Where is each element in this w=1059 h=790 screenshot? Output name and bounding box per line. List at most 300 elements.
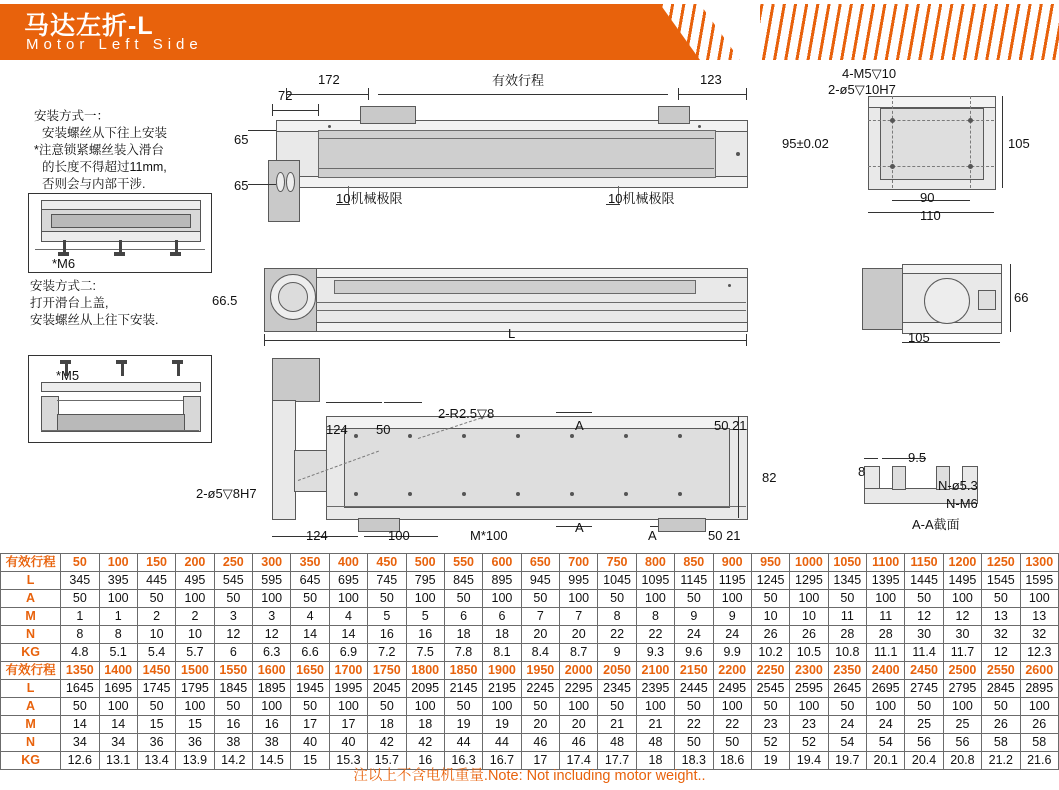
table-cell: 17 (329, 716, 367, 734)
table-cell: 2345 (598, 680, 636, 698)
install-method-2-note (30, 278, 158, 329)
table-row (1, 734, 1059, 752)
dim-8: 8 (858, 464, 866, 479)
table-cell: 2100 (636, 662, 674, 680)
install2-title: 安装方式二: (30, 279, 96, 293)
table-cell: 12.6 (61, 752, 99, 770)
table-cell: 2500 (943, 662, 981, 680)
install1-title: 安装方式一： (34, 109, 110, 123)
table-cell: 995 (560, 572, 598, 590)
table-cell: 1500 (176, 662, 214, 680)
table-cell: 22 (598, 626, 636, 644)
table-cell: 1900 (483, 662, 521, 680)
table-cell: 13.1 (99, 752, 137, 770)
table-cell: 25 (905, 716, 943, 734)
table-cell: 50 (751, 698, 789, 716)
table-cell: 100 (560, 590, 598, 608)
table-cell: 2250 (751, 662, 789, 680)
table-cell: 50 (291, 590, 329, 608)
dim-50-21-b: 50 21 (708, 528, 741, 543)
table-cell: 1400 (99, 662, 137, 680)
table-cell: 1450 (137, 662, 175, 680)
table-cell: 3 (253, 608, 291, 626)
table-cell: 21.6 (1020, 752, 1058, 770)
table-row-label: A (1, 590, 61, 608)
dim-123: 123 (700, 72, 722, 87)
table-cell: 20 (560, 626, 598, 644)
table-cell: 2400 (867, 662, 905, 680)
table-cell: 38 (253, 734, 291, 752)
table-cell: 25 (943, 716, 981, 734)
table-cell: 1095 (636, 572, 674, 590)
table-cell: 100 (99, 554, 137, 572)
dim-124-b: 124 (306, 528, 328, 543)
table-cell: 350 (291, 554, 329, 572)
table-cell: 13.4 (137, 752, 175, 770)
table-cell: 22 (675, 716, 713, 734)
table-cell: 1245 (751, 572, 789, 590)
table-cell: 8 (99, 626, 137, 644)
table-cell: 2845 (982, 680, 1020, 698)
table-cell: 50 (444, 698, 482, 716)
table-cell: 50 (368, 698, 406, 716)
dim-90: 90 (920, 190, 935, 205)
table-cell: 2545 (751, 680, 789, 698)
table-cell: 2745 (905, 680, 943, 698)
table-cell: 8.7 (560, 644, 598, 662)
dim-95: 95±0.02 (782, 136, 829, 151)
table-cell: 5.4 (137, 644, 175, 662)
section-mark-A-top: A (575, 418, 584, 433)
table-cell: 40 (291, 734, 329, 752)
table-cell: 13 (982, 608, 1020, 626)
table-cell: 50 (675, 698, 713, 716)
table-cell: 850 (675, 554, 713, 572)
table-cell: 100 (406, 590, 444, 608)
label-A: A (648, 528, 657, 543)
table-cell: 1200 (943, 554, 981, 572)
table-cell: 19.7 (828, 752, 866, 770)
table-cell: 15 (137, 716, 175, 734)
table-cell: 2395 (636, 680, 674, 698)
table-cell: 50 (137, 698, 175, 716)
table-cell: 100 (99, 698, 137, 716)
table-cell: 54 (828, 734, 866, 752)
table-row-label: KG (1, 644, 61, 662)
install2-screw-label: *M5 (56, 368, 80, 383)
table-cell: 8 (636, 608, 674, 626)
dim-2-R2.5: 2-R2.5▽8 (438, 406, 495, 421)
table-cell: 1950 (521, 662, 559, 680)
table-cell: 8.1 (483, 644, 521, 662)
table-cell: 395 (99, 572, 137, 590)
table-cell: 6.3 (253, 644, 291, 662)
table-cell: 1345 (828, 572, 866, 590)
table-cell: 24 (828, 716, 866, 734)
table-cell: 9.3 (636, 644, 674, 662)
table-cell: 9.9 (713, 644, 751, 662)
table-cell: 6.9 (329, 644, 367, 662)
table-cell: 38 (214, 734, 252, 752)
table-cell: 32 (1020, 626, 1058, 644)
table-cell: 895 (483, 572, 521, 590)
table-cell: 50 (214, 590, 252, 608)
table-cell: 6 (483, 608, 521, 626)
table-cell: 50 (291, 698, 329, 716)
table-cell: 24 (713, 626, 751, 644)
end-view-drawing (868, 96, 998, 192)
install1-screw-label: *M6 (52, 256, 76, 271)
table-cell: 100 (99, 590, 137, 608)
table-cell: 21 (636, 716, 674, 734)
table-cell: 1 (99, 608, 137, 626)
table-cell: 50 (675, 590, 713, 608)
install2-line1: 打开滑台上盖, (30, 296, 109, 310)
table-row-label: 有效行程 (1, 662, 61, 680)
table-cell: 100 (867, 590, 905, 608)
table-cell: 150 (137, 554, 175, 572)
table-cell: 50 (61, 554, 99, 572)
table-cell: 12 (905, 608, 943, 626)
table-cell: 12 (214, 626, 252, 644)
table-cell: 15 (176, 716, 214, 734)
table-cell: 7.5 (406, 644, 444, 662)
table-cell: 7 (560, 608, 598, 626)
table-cell: 1750 (368, 662, 406, 680)
dim-110: 110 (920, 208, 941, 223)
page-subtitle: Motor Left Side (26, 36, 203, 53)
dim-72: 72 (278, 88, 293, 103)
install1-line3: 的长度不得超过11mm, (42, 160, 167, 174)
table-cell: 1550 (214, 662, 252, 680)
table-cell: 50 (828, 698, 866, 716)
table-cell: 100 (1020, 698, 1058, 716)
table-cell: 16 (214, 716, 252, 734)
table-cell: 100 (483, 590, 521, 608)
table-cell: 8 (61, 626, 99, 644)
dim-100: 100 (388, 528, 410, 543)
table-cell: 1045 (598, 572, 636, 590)
table-cell: 5 (406, 608, 444, 626)
dim-105-b: 105 (908, 330, 930, 345)
table-cell: 34 (99, 734, 137, 752)
table-cell: 2445 (675, 680, 713, 698)
table-cell: 26 (790, 626, 828, 644)
table-cell: 300 (253, 554, 291, 572)
table-cell: 1295 (790, 572, 828, 590)
table-cell: 15.7 (368, 752, 406, 770)
table-cell: 15.3 (329, 752, 367, 770)
table-cell: 100 (406, 698, 444, 716)
table-cell: 34 (61, 734, 99, 752)
table-cell: 19 (751, 752, 789, 770)
table-cell: 100 (560, 698, 598, 716)
table-cell: 2245 (521, 680, 559, 698)
table-cell: 26 (751, 626, 789, 644)
dim-65-b: 65 (234, 178, 249, 193)
table-cell: 1795 (176, 680, 214, 698)
dim-124-a: 124 (326, 422, 348, 437)
table-cell: 1995 (329, 680, 367, 698)
table-cell: 58 (982, 734, 1020, 752)
table-cell: 800 (636, 554, 674, 572)
table-cell: 100 (943, 590, 981, 608)
table-cell: 18 (636, 752, 674, 770)
table-cell: 4 (329, 608, 367, 626)
table-cell: 1 (61, 608, 99, 626)
table-cell: 19 (444, 716, 482, 734)
table-cell: 50 (751, 590, 789, 608)
header-banner (0, 0, 1059, 62)
table-cell: 17 (291, 716, 329, 734)
dim-N-M6: N-M6 (946, 496, 978, 511)
table-cell: 10.5 (790, 644, 828, 662)
table-cell: 1645 (61, 680, 99, 698)
table-cell: 2645 (828, 680, 866, 698)
table-cell: 2495 (713, 680, 751, 698)
table-cell: 950 (751, 554, 789, 572)
table-cell: 2350 (828, 662, 866, 680)
table-cell: 14 (329, 626, 367, 644)
table-cell: 46 (521, 734, 559, 752)
table-cell: 1800 (406, 662, 444, 680)
table-cell: 945 (521, 572, 559, 590)
table-cell: 10.2 (751, 644, 789, 662)
table-cell: 7.2 (368, 644, 406, 662)
table-cell: 16 (368, 626, 406, 644)
table-cell: 14.2 (214, 752, 252, 770)
table-cell: 52 (751, 734, 789, 752)
table-cell: 13 (1020, 608, 1058, 626)
table-cell: 12 (943, 608, 981, 626)
table-cell: 2595 (790, 680, 828, 698)
table-cell: 16 (406, 626, 444, 644)
table-cell: 700 (560, 554, 598, 572)
label-limit-left: 10机械极限 (336, 191, 403, 206)
page-title: 马达左折-L (24, 12, 154, 40)
table-cell: 16.3 (444, 752, 482, 770)
table-cell: 100 (636, 698, 674, 716)
table-cell: 46 (560, 734, 598, 752)
table-cell: 11 (828, 608, 866, 626)
table-cell: 50 (61, 698, 99, 716)
dim-82: 82 (762, 470, 777, 485)
table-cell: 795 (406, 572, 444, 590)
table-cell: 750 (598, 554, 636, 572)
table-cell: 50 (713, 734, 751, 752)
table-row (1, 626, 1059, 644)
dim-66-5: 66.5 (212, 293, 238, 308)
table-cell: 42 (406, 734, 444, 752)
table-cell: 345 (61, 572, 99, 590)
table-cell: 2000 (560, 662, 598, 680)
table-cell: 20 (521, 626, 559, 644)
label-section-aa: A-A截面 (912, 517, 960, 532)
section-mark-A-bottom: A (575, 520, 584, 535)
table-cell: 50 (521, 590, 559, 608)
table-cell: 18.6 (713, 752, 751, 770)
table-cell: 10 (751, 608, 789, 626)
table-cell: 650 (521, 554, 559, 572)
spec-table (0, 553, 1059, 770)
table-cell: 100 (713, 590, 751, 608)
table-cell: 50 (905, 590, 943, 608)
table-cell: 30 (905, 626, 943, 644)
table-cell: 2150 (675, 662, 713, 680)
table-cell: 2795 (943, 680, 981, 698)
install-method-1-note (34, 108, 167, 193)
table-cell: 50 (982, 590, 1020, 608)
label-limit-right: 10机械极限 (608, 191, 675, 206)
table-cell: 9 (598, 644, 636, 662)
table-cell: 4 (291, 608, 329, 626)
table-cell: 100 (943, 698, 981, 716)
table-cell: 545 (214, 572, 252, 590)
table-cell: 13.9 (176, 752, 214, 770)
table-cell: 100 (329, 698, 367, 716)
table-cell: 450 (368, 554, 406, 572)
table-cell: 2045 (368, 680, 406, 698)
table-cell: 1745 (137, 680, 175, 698)
table-cell: 12.3 (1020, 644, 1058, 662)
table-cell: 12 (253, 626, 291, 644)
table-cell: 18 (368, 716, 406, 734)
table-row-label: M (1, 608, 61, 626)
table-cell: 1945 (291, 680, 329, 698)
table-cell: 2600 (1020, 662, 1058, 680)
dim-172: 172 (318, 72, 340, 87)
table-cell: 2295 (560, 680, 598, 698)
table-row (1, 572, 1059, 590)
table-cell: 6 (214, 644, 252, 662)
table-cell: 14 (99, 716, 137, 734)
table-cell: 58 (1020, 734, 1058, 752)
table-cell: 1300 (1020, 554, 1058, 572)
table-cell: 1545 (982, 572, 1020, 590)
table-cell: 100 (790, 590, 828, 608)
table-row (1, 644, 1059, 662)
table-cell: 44 (483, 734, 521, 752)
table-cell: 19.4 (790, 752, 828, 770)
table-cell: 10 (176, 626, 214, 644)
table-cell: 50 (598, 590, 636, 608)
table-row (1, 716, 1059, 734)
table-cell: 495 (176, 572, 214, 590)
table-cell: 2550 (982, 662, 1020, 680)
table-cell: 550 (444, 554, 482, 572)
table-cell: 50 (444, 590, 482, 608)
table-cell: 2195 (483, 680, 521, 698)
table-cell: 48 (636, 734, 674, 752)
table-cell: 26 (982, 716, 1020, 734)
table-cell: 18 (444, 626, 482, 644)
table-cell: 100 (253, 590, 291, 608)
dim-9-5: 9.5 (908, 450, 927, 465)
table-cell: 2200 (713, 662, 751, 680)
table-cell: 50 (828, 590, 866, 608)
dim-N-phi5-3: N-ø5.3 (938, 478, 978, 493)
install1-line1: 安装螺丝从下往上安装 (42, 126, 168, 140)
table-cell: 8.4 (521, 644, 559, 662)
table-cell: 10.8 (828, 644, 866, 662)
table-cell: 50 (214, 698, 252, 716)
table-cell: 44 (444, 734, 482, 752)
table-cell: 900 (713, 554, 751, 572)
dim-50-a: 50 (376, 422, 391, 437)
table-cell: 16 (406, 752, 444, 770)
table-cell: 42 (368, 734, 406, 752)
motor-end-view-drawing (862, 264, 1002, 336)
table-cell: 645 (291, 572, 329, 590)
table-cell: 17 (521, 752, 559, 770)
table-row (1, 608, 1059, 626)
dim-2-phi5-10H7: 2-ø5▽10H7 (828, 82, 896, 97)
table-cell: 40 (329, 734, 367, 752)
table-cell: 1445 (905, 572, 943, 590)
table-cell: 10 (137, 626, 175, 644)
table-cell: 11.4 (905, 644, 943, 662)
table-cell: 14.5 (253, 752, 291, 770)
table-cell: 7.8 (444, 644, 482, 662)
table-cell: 100 (867, 698, 905, 716)
table-cell: 36 (176, 734, 214, 752)
table-cell: 15 (291, 752, 329, 770)
table-cell: 2695 (867, 680, 905, 698)
table-cell: 2450 (905, 662, 943, 680)
table-cell: 6 (444, 608, 482, 626)
table-cell: 1395 (867, 572, 905, 590)
table-cell: 20.1 (867, 752, 905, 770)
label-L: L (508, 326, 516, 341)
table-cell: 50 (905, 698, 943, 716)
install2-line2: 安装螺丝从上往下安装. (30, 313, 159, 327)
table-cell: 100 (176, 698, 214, 716)
table-row (1, 590, 1059, 608)
table-row-label: L (1, 680, 61, 698)
table-cell: 28 (867, 626, 905, 644)
table-cell: 1845 (214, 680, 252, 698)
table-header-row (1, 662, 1059, 680)
table-cell: 1495 (943, 572, 981, 590)
table-cell: 17.7 (598, 752, 636, 770)
table-cell: 24 (867, 716, 905, 734)
table-cell: 20.8 (943, 752, 981, 770)
table-cell: 3 (214, 608, 252, 626)
table-cell: 56 (943, 734, 981, 752)
table-cell: 1195 (713, 572, 751, 590)
table-cell: 1000 (790, 554, 828, 572)
table-cell: 4.8 (61, 644, 99, 662)
table-cell: 1600 (253, 662, 291, 680)
table-row-label: N (1, 626, 61, 644)
top-view-drawing (258, 72, 758, 217)
table-cell: 50 (982, 698, 1020, 716)
table-row-label: 有效行程 (1, 554, 61, 572)
bottom-view-drawing (258, 350, 758, 546)
table-cell: 16.7 (483, 752, 521, 770)
table-cell: 23 (790, 716, 828, 734)
table-cell: 100 (176, 590, 214, 608)
table-cell: 56 (905, 734, 943, 752)
table-cell: 22 (713, 716, 751, 734)
table-cell: 400 (329, 554, 367, 572)
table-cell: 8 (598, 608, 636, 626)
table-row-label: N (1, 734, 61, 752)
table-cell: 9 (713, 608, 751, 626)
table-cell: 32 (982, 626, 1020, 644)
dim-4-M5: 4-M5▽10 (842, 66, 897, 81)
table-cell: 28 (828, 626, 866, 644)
